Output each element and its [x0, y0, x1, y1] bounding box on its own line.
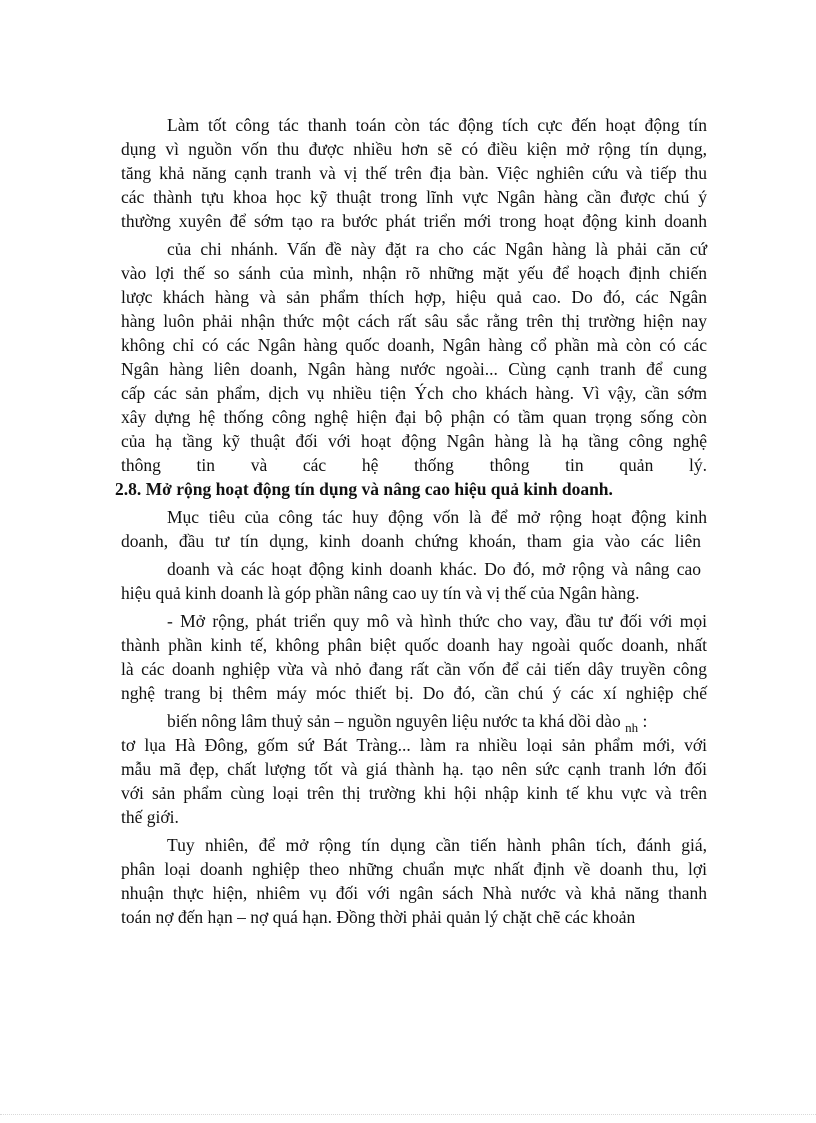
paragraph-6-line-2: tơ lụa Hà Đông, gốm sứ Bát Tràng... làm ra nhiều loại sản phẩm mới, với — [121, 735, 707, 755]
paragraph-2-line-6: Ngân hàng liên doanh, Ngân hàng nước ngoài... Cùng cạnh tranh để cung — [121, 359, 707, 379]
paragraph-2-line-8: xây dựng hệ thống công nghệ hiện đại bộ phận có tầm quan trọng sống còn — [121, 407, 707, 427]
paragraph-6-line-3: mẫu mã đẹp, chất lượng tốt và giá thành hạ. tạo nên sức cạnh tranh lớn đối — [121, 759, 707, 779]
paragraph-5-line-1: - Mở rộng, phát triển quy mô và hình thức cho vay, đầu tư đối với mọi — [167, 611, 707, 631]
paragraph-2-line-4: hàng luôn phải nhận thức một cách rất sâu sắc rằng trên thị trường hiện nay — [121, 311, 707, 331]
paragraph-7-line-1: Tuy nhiên, để mở rộng tín dụng cần tiến hành phân tích, đánh giá, — [167, 835, 707, 855]
paragraph-3-line-2: doanh, đầu tư tín dụng, kinh doanh chứng khoán, tham gia vào các liên — [121, 531, 701, 551]
paragraph-2-line-10: thông tin và các hệ thống thông tin quản lý. — [121, 455, 707, 475]
paragraph-6-colon: : — [642, 711, 648, 731]
paragraph-1-line-3: tăng khả năng cạnh tranh và vị thế trên địa bàn. Việc nghiên cứu và tiếp thu — [121, 163, 707, 183]
paragraph-5-line-3: là các doanh nghiệp vừa và nhỏ đang rất cần vốn để cải tiến dây truyền công — [121, 659, 707, 679]
paragraph-2-line-3: lược khách hàng và sản phẩm thích hợp, hiệu quả cao. Do đó, các Ngân — [121, 287, 707, 307]
paragraph-1-line-2: dụng vì nguồn vốn thu được nhiều hơn sẽ có điều kiện mở rộng tín dụng, — [121, 139, 707, 159]
paragraph-4-line-2: hiệu quả kinh doanh là góp phần nâng cao uy tín và vị thế của Ngân hàng. — [121, 583, 640, 603]
paragraph-6-line-1-text: biến nông lâm thuỷ sản – nguồn nguyên liệu nước ta khá dồi dào — [167, 711, 621, 731]
paragraph-7-line-2: phân loại doanh nghiệp theo những chuẩn mực nhất định về doanh thu, lợi — [121, 859, 707, 879]
paragraph-6-line-5: thế giới. — [121, 807, 179, 827]
paragraph-3-line-1: Mục tiêu của công tác huy động vốn là để mở rộng hoạt động kinh — [167, 507, 707, 527]
paragraph-5-line-2: thành phần kinh tế, không phân biệt quốc doanh hay ngoài quốc doanh, nhất — [121, 635, 707, 655]
paragraph-6-line-4: với sản phẩm cùng loại trên thị trường khi hội nhập kinh tế khu vực và trên — [121, 783, 707, 803]
paragraph-2-line-5: không chỉ có các Ngân hàng quốc doanh, Ngân hàng cổ phần mà còn có các — [121, 335, 707, 355]
paragraph-2-line-9: của hạ tầng kỹ thuật đối với hoạt động Ngân hàng là hạ tầng công nghệ — [121, 431, 707, 451]
paragraph-6-line-1 — [167, 710, 647, 734]
section-heading: 2.8. Mở rộng hoạt động tín dụng và nâng cao hiệu quả kinh doanh. — [115, 479, 613, 499]
paragraph-6-subscript: nh — [625, 720, 639, 735]
paragraph-7-line-4: toán nợ đến hạn – nợ quá hạn. Đồng thời phải quản lý chặt chẽ các khoản — [121, 907, 636, 927]
paragraph-2-line-2: vào lợi thế so sánh của mình, nhận rõ những mặt yếu để hoạch định chiến — [121, 263, 707, 283]
paragraph-2-line-7: cấp các sản phẩm, dịch vụ nhiều tiện Ých cho khách hàng. Vì vậy, cần sớm — [121, 383, 707, 403]
paragraph-4-line-1: doanh và các hoạt động kinh doanh khác. Do đó, mở rộng và nâng cao — [167, 559, 701, 579]
paragraph-1-line-1: Làm tốt công tác thanh toán còn tác động tích cực đến hoạt động tín — [167, 115, 707, 135]
paragraph-5-line-4: nghệ trang bị thêm máy móc thiết bị. Do đó, cần chú ý các xí nghiệp chế — [121, 683, 707, 703]
footer-divider — [0, 1114, 816, 1115]
paragraph-2-line-1: của chi nhánh. Vấn đề này đặt ra cho các Ngân hàng là phải căn cứ — [167, 239, 707, 259]
paragraph-1-line-4: các thành tựu khoa học kỹ thuật trong lĩnh vực Ngân hàng cần được chú ý — [121, 187, 707, 207]
paragraph-7-line-3: nhuận thực hiện, nhiêm vụ đối với ngân sách Nhà nước và khả năng thanh — [121, 883, 707, 903]
paragraph-1-line-5: thường xuyên để sớm tạo ra bước phát triển mới trong hoạt động kinh doanh — [121, 211, 707, 231]
